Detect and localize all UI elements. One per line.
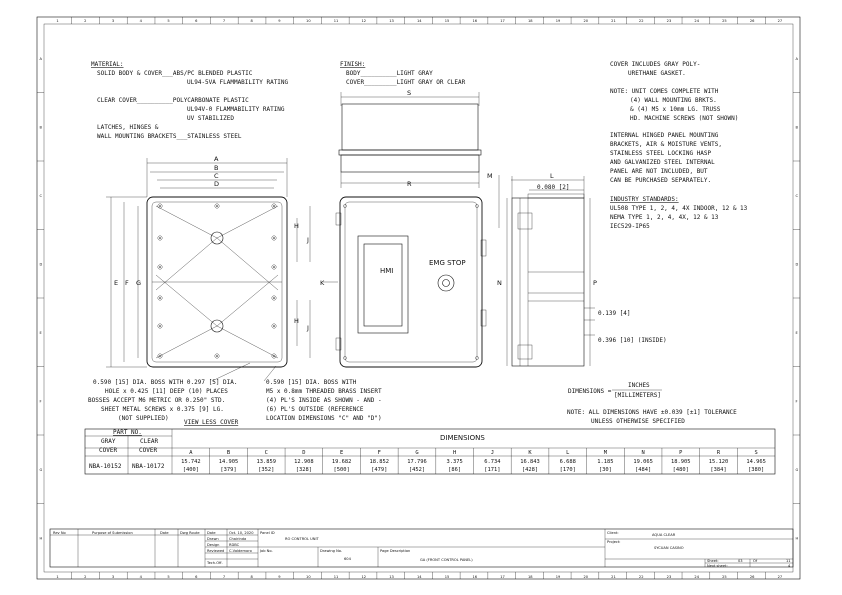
boss-left-line: SHEET METAL SCREWS x 0.375 [9] LG. bbox=[101, 406, 224, 413]
table-inch-cell: 13.859 bbox=[256, 459, 276, 465]
zone-column-label: 6 bbox=[195, 19, 198, 23]
design-value: RDBC bbox=[229, 543, 240, 547]
date-value: Oct. 10, 2020 bbox=[229, 531, 254, 535]
zone-column-label: 11 bbox=[333, 575, 339, 579]
clear-cover-header: COVER bbox=[139, 447, 158, 454]
dim-396: 0.396 [10] (INSIDE) bbox=[598, 337, 667, 344]
front-view-less-cover bbox=[106, 155, 310, 367]
note-line: CAN BE PURCHASED SEPARATELY. bbox=[610, 177, 712, 184]
zone-column-label: 5 bbox=[167, 575, 170, 579]
zone-column-label: 27 bbox=[777, 575, 783, 579]
dim-label: J bbox=[307, 324, 309, 332]
zone-row-label: B bbox=[39, 125, 42, 130]
zone-column-label: 13 bbox=[389, 575, 394, 579]
table-header-cell: H bbox=[453, 450, 457, 456]
table-inch-cell: 14.965 bbox=[746, 459, 766, 465]
table-mm-cell: [328] bbox=[295, 467, 313, 473]
zone-row-label: C bbox=[795, 193, 799, 198]
zone-column-label: 16 bbox=[472, 575, 478, 579]
zone-column-label: 26 bbox=[749, 575, 755, 579]
clear-cover-header: CLEAR bbox=[140, 438, 159, 445]
units-inches: INCHES bbox=[628, 382, 650, 389]
material-line: UL94V-0 FLAMMABILITY RATING bbox=[187, 106, 285, 113]
zone-column-label: 5 bbox=[167, 19, 170, 23]
table-inch-cell: 17.796 bbox=[407, 459, 427, 465]
dimension-units-note bbox=[567, 382, 737, 425]
dim-label: S bbox=[407, 89, 412, 97]
hmi-screen bbox=[364, 244, 402, 326]
zone-row-label: F bbox=[39, 399, 42, 404]
top-body bbox=[341, 155, 479, 172]
table-header-cell: A bbox=[189, 450, 193, 456]
table-inch-cell: 6.688 bbox=[559, 459, 576, 465]
zone-column-label: 9 bbox=[278, 575, 281, 579]
drawing-no-label: Drawing No. bbox=[320, 549, 343, 553]
zone-column-label: 21 bbox=[611, 575, 616, 579]
next-sheet-value: 4 bbox=[788, 564, 791, 568]
table-header-cell: S bbox=[754, 450, 758, 456]
dim-139: 0.139 [4] bbox=[598, 310, 631, 317]
job-no-label: Job No. bbox=[260, 549, 273, 553]
note-line: STAINLESS STEEL LOCKING HASP bbox=[610, 150, 712, 157]
table-inch-cell: 18.905 bbox=[671, 459, 691, 465]
zone-column-label: 7 bbox=[222, 575, 226, 579]
purpose-header: Purpose of Submission bbox=[92, 531, 133, 535]
tolerance-note: NOTE: ALL DIMENSIONS HAVE ±0.039 [±1] TOLERANCE bbox=[567, 409, 737, 416]
zone-column-label: 23 bbox=[666, 575, 672, 579]
next-sheet-label: Next sheet: bbox=[707, 564, 728, 568]
table-header-cell: J bbox=[490, 450, 494, 456]
zone-column-label: 4 bbox=[139, 19, 142, 23]
panel-id-value: RO CONTROL UNIT bbox=[285, 537, 319, 541]
zone-row-label: D bbox=[39, 262, 43, 267]
zone-row-label: A bbox=[39, 56, 42, 61]
drawing-no-value: 604 bbox=[344, 557, 351, 561]
reviewed-label: Reviewed bbox=[207, 549, 225, 553]
zone-row-label: C bbox=[39, 193, 43, 198]
dim-label: M bbox=[487, 172, 493, 180]
zone-column-label: 25 bbox=[722, 19, 727, 23]
table-inch-cell: 14.905 bbox=[218, 459, 239, 465]
table-inch-cell: 6.734 bbox=[484, 459, 501, 465]
gray-cover-header: GRAY bbox=[101, 438, 116, 445]
note-line: BRACKETS, AIR & MOISTURE VENTS, bbox=[610, 141, 722, 148]
material-line: CLEAR COVER__________POLYCARBONATE PLASTIC bbox=[97, 97, 249, 104]
zone-column-label: 10 bbox=[306, 19, 311, 23]
zone-column-label: 8 bbox=[250, 575, 253, 579]
zone-column-label: 10 bbox=[306, 575, 311, 579]
zone-column-label: 22 bbox=[638, 575, 644, 579]
zone-column-label: 14 bbox=[417, 19, 422, 23]
zone-column-label: 12 bbox=[361, 575, 367, 579]
dim-label: H bbox=[294, 317, 299, 325]
zone-row-label: G bbox=[39, 467, 43, 472]
material-notes bbox=[91, 61, 289, 140]
dim-label: B bbox=[214, 164, 219, 172]
note-line: COVER INCLUDES GRAY POLY- bbox=[610, 61, 701, 68]
zone-row-label: B bbox=[795, 125, 798, 130]
table-mm-cell: [452] bbox=[408, 467, 426, 473]
dim-label: R bbox=[407, 180, 412, 188]
zone-column-label: 3 bbox=[111, 19, 115, 23]
table-inch-cell: 3.375 bbox=[446, 459, 463, 465]
table-header-cell: C bbox=[264, 450, 268, 456]
emg-stop-button bbox=[438, 275, 454, 291]
table-header-cell: L bbox=[566, 450, 570, 456]
units-mm: [MILLIMETERS] bbox=[614, 392, 661, 399]
material-line: UL94-5VA FLAMMABILITY RATING bbox=[187, 79, 289, 86]
zone-column-label: 12 bbox=[361, 19, 367, 23]
zone-column-label: 22 bbox=[638, 19, 644, 23]
zone-column-label: 21 bbox=[611, 19, 616, 23]
table-mm-cell: [379] bbox=[220, 467, 237, 473]
table-header-cell: K bbox=[528, 450, 532, 456]
of-label: Of bbox=[753, 559, 758, 563]
table-mm-cell: [428] bbox=[521, 467, 539, 473]
table-header-cell: G bbox=[415, 450, 419, 456]
table-mm-cell: [480] bbox=[672, 467, 689, 473]
finish-notes bbox=[340, 61, 466, 86]
note-line: INDUSTRY STANDARDS: bbox=[610, 196, 679, 203]
side-body bbox=[512, 198, 584, 366]
table-mm-cell: [500] bbox=[333, 467, 350, 473]
dimensions-title: DIMENSIONS bbox=[440, 434, 485, 442]
table-inch-cell: 15.742 bbox=[181, 459, 201, 465]
zone-row-label: A bbox=[795, 56, 798, 61]
table-header-cell: E bbox=[339, 450, 344, 456]
client-value: AQUA CLEAR bbox=[652, 533, 676, 537]
finish-line: BODY__________LIGHT GRAY bbox=[346, 70, 433, 77]
tech-off-label: Tech.Off. bbox=[207, 561, 223, 565]
dim-label: G bbox=[136, 279, 142, 287]
date-label: Date bbox=[207, 531, 216, 535]
zone-column-label: 17 bbox=[500, 19, 505, 23]
clear-part-number: NBA-10172 bbox=[132, 463, 165, 470]
dimension-table bbox=[85, 429, 775, 474]
zone-column-label: 27 bbox=[777, 19, 783, 23]
table-mm-cell: [170] bbox=[559, 467, 576, 473]
zone-column-label: 14 bbox=[417, 575, 422, 579]
table-header-cell: N bbox=[641, 450, 645, 456]
of-value: 11 bbox=[786, 559, 791, 563]
zone-row-label: E bbox=[39, 330, 42, 335]
dim-label: P bbox=[593, 279, 597, 287]
title-block bbox=[50, 529, 793, 568]
table-header-cell: R bbox=[716, 450, 721, 456]
boss-right-line: 0.590 [15] DIA. BOSS WITH bbox=[266, 379, 357, 386]
table-inch-cell: 16.843 bbox=[520, 459, 540, 465]
sheet-label: Sheet: bbox=[707, 559, 719, 563]
zone-column-label: 2 bbox=[84, 575, 87, 579]
zone-column-label: 19 bbox=[555, 19, 561, 23]
note-line: & (4) M5 x 10mm LG. TRUSS bbox=[630, 106, 721, 113]
zone-column-label: 23 bbox=[666, 19, 672, 23]
zone-column-label: 25 bbox=[722, 575, 727, 579]
table-header-cell: M bbox=[603, 450, 608, 456]
material-line: WALL MOUNTING BRACKETS___STAINLESS STEEL bbox=[97, 133, 242, 140]
rev-no-header: Rev No bbox=[53, 531, 66, 535]
zone-row-label: H bbox=[795, 536, 799, 541]
project-value: SYCUAN CASINO bbox=[654, 546, 684, 550]
note-line: HD. MACHINE SCREWS (NOT SHOWN) bbox=[630, 115, 739, 122]
table-header-cell: B bbox=[226, 450, 231, 456]
top-cover bbox=[342, 104, 478, 150]
zone-column-label: 20 bbox=[583, 575, 589, 579]
table-mm-cell: [352] bbox=[258, 467, 275, 473]
dimensions-eq: DIMENSIONS = bbox=[568, 388, 612, 395]
dwg-route-header: Dwg Route bbox=[180, 531, 200, 535]
zone-column-label: 16 bbox=[472, 19, 478, 23]
panel-id-label: Panel ID bbox=[260, 531, 275, 535]
note-line: (4) WALL MOUNTING BRKTS. bbox=[630, 97, 717, 104]
boss-right-line: (4) PL'S INSIDE AS SHOWN - AND - bbox=[266, 397, 382, 404]
tolerance-note: UNLESS OTHERWISE SPECIFIED bbox=[591, 418, 685, 425]
dim-label: H bbox=[294, 222, 299, 230]
table-mm-cell: [400] bbox=[182, 467, 199, 473]
zone-column-label: 15 bbox=[444, 19, 450, 23]
door-outline bbox=[340, 197, 482, 367]
table-header-cell: F bbox=[377, 450, 381, 456]
zone-column-label: 18 bbox=[527, 19, 533, 23]
drawn-label: Drawn bbox=[207, 537, 219, 541]
note-line: NOTE: UNIT COMES COMPLETE WITH bbox=[610, 88, 719, 95]
table-mm-cell: [380] bbox=[748, 467, 765, 473]
zone-column-label: 15 bbox=[444, 575, 450, 579]
table-mm-cell: [171] bbox=[484, 467, 501, 473]
zone-column-label: 1 bbox=[56, 19, 59, 23]
note-line: UL508 TYPE 1, 2, 4, 4X INDOOR, 12 & 13 bbox=[610, 205, 748, 212]
zone-column-label: 8 bbox=[250, 19, 253, 23]
zone-column-label: 3 bbox=[111, 575, 115, 579]
zone-row-label: D bbox=[795, 262, 799, 267]
dim-label: L bbox=[550, 172, 554, 180]
dim-label: J bbox=[307, 236, 309, 244]
dim-label: C bbox=[214, 172, 219, 180]
material-line: LATCHES, HINGES & bbox=[97, 124, 159, 131]
finish-line: COVER_________LIGHT GRAY OR CLEAR bbox=[346, 79, 466, 86]
table-inch-cell: 15.120 bbox=[708, 459, 729, 465]
dim-label: A bbox=[214, 155, 219, 163]
hmi-bezel bbox=[358, 236, 408, 333]
zone-column-label: 9 bbox=[278, 19, 281, 23]
zone-row-label: F bbox=[795, 399, 798, 404]
part-no-header: PART NO. bbox=[113, 429, 142, 436]
note-line: PANEL ARE NOT INCLUDED, BUT bbox=[610, 168, 708, 175]
boss-left-line: BOSSES ACCEPT M6 METRIC OR 0.250" STD. bbox=[88, 397, 226, 404]
drawn-value: Chairinda bbox=[229, 537, 247, 541]
table-inch-cell: 19.682 bbox=[331, 459, 352, 465]
boss-left-line: HOLE x 0.425 [11] DEEP (10) PLACES bbox=[105, 388, 228, 395]
note-line: NEMA TYPE 1, 2, 4, 4X, 12 & 13 bbox=[610, 214, 719, 221]
emg-stop-label: EMG STOP bbox=[429, 259, 466, 267]
note-line: INTERNAL HINGED PANEL MOUNTING bbox=[610, 132, 719, 139]
dim-label: E bbox=[114, 279, 119, 287]
table-mm-cell: [86] bbox=[448, 467, 462, 473]
table-mm-cell: [484] bbox=[634, 467, 652, 473]
material-line: UV STABILIZED bbox=[187, 115, 234, 122]
page-desc-value: GA (FRONT CONTROL PANEL) bbox=[420, 558, 473, 562]
table-inch-cell: 12.908 bbox=[294, 459, 314, 465]
zone-column-label: 20 bbox=[583, 19, 589, 23]
material-line: SOLID BODY & COVER___ABS/PC BLENDED PLASTIC bbox=[97, 70, 253, 77]
note-line: IEC529-IP65 bbox=[610, 223, 650, 230]
zone-column-label: 2 bbox=[84, 19, 87, 23]
table-mm-cell: [479] bbox=[371, 467, 388, 473]
boss-right-line: (6) PL'S OUTSIDE (REFERENCE bbox=[266, 406, 364, 413]
dim-label: F bbox=[125, 279, 129, 287]
hmi-label: HMI bbox=[380, 267, 394, 275]
table-inch-cell: 18.852 bbox=[369, 459, 390, 465]
table-header-cell: D bbox=[302, 450, 306, 456]
view-less-cover-label: VIEW LESS COVER bbox=[184, 419, 239, 426]
dim-label: N bbox=[497, 279, 502, 287]
material-title: MATERIAL: bbox=[91, 61, 124, 68]
sheet-value: 03 bbox=[738, 559, 743, 563]
zone-column-label: 24 bbox=[694, 19, 699, 23]
table-mm-cell: [384] bbox=[710, 467, 727, 473]
date-header: Date bbox=[160, 531, 169, 535]
dim-label: D bbox=[214, 180, 220, 188]
top-view bbox=[339, 89, 481, 188]
zone-row-label: G bbox=[795, 467, 799, 472]
note-line: URETHANE GASKET. bbox=[628, 70, 686, 77]
zone-column-label: 7 bbox=[222, 19, 226, 23]
zone-row-label: E bbox=[795, 330, 798, 335]
reviewed-value: C.Valdemoro bbox=[229, 549, 252, 553]
table-inch-cell: 1.185 bbox=[597, 459, 614, 465]
table-inch-cell: 19.065 bbox=[633, 459, 653, 465]
zone-row-label: H bbox=[39, 536, 43, 541]
note-line: AND GALVANIZED STEEL INTERNAL bbox=[610, 159, 715, 166]
zone-column-label: 4 bbox=[139, 575, 142, 579]
zone-column-label: 11 bbox=[333, 19, 339, 23]
zone-column-label: 24 bbox=[694, 575, 699, 579]
dim-080: 0.080 [2] bbox=[537, 184, 570, 191]
boss-right-line: M5 x 0.8mm THREADED BRASS INSERT bbox=[266, 388, 382, 395]
table-mm-cell: [30] bbox=[598, 467, 612, 473]
gray-part-number: NBA-10152 bbox=[89, 463, 122, 470]
table-header-cell: P bbox=[679, 450, 683, 456]
zone-column-label: 17 bbox=[500, 575, 505, 579]
finish-title: FINISH: bbox=[340, 61, 366, 68]
zone-column-label: 6 bbox=[195, 575, 198, 579]
zone-column-label: 26 bbox=[749, 19, 755, 23]
zone-column-label: 1 bbox=[56, 575, 59, 579]
page-desc-label: Page Description bbox=[380, 549, 411, 553]
boss-left-line: (NOT SUPPLIED) bbox=[118, 415, 169, 422]
design-label: Design bbox=[207, 543, 220, 547]
dim-label: K bbox=[320, 279, 325, 287]
project-label: Project: bbox=[607, 540, 621, 544]
right-notes bbox=[610, 61, 748, 230]
gray-cover-header: COVER bbox=[99, 447, 118, 454]
front-door-view bbox=[320, 197, 486, 367]
boss-notes bbox=[88, 363, 382, 426]
boss-right-line: LOCATION DIMENSIONS "C" AND "D") bbox=[266, 415, 382, 422]
zone-column-label: 19 bbox=[555, 575, 561, 579]
zone-column-label: 18 bbox=[527, 575, 533, 579]
client-label: Client: bbox=[607, 531, 619, 535]
zone-column-label: 13 bbox=[389, 19, 394, 23]
boss-left-line: 0.590 [15] DIA. BOSS WITH 0.297 [5] DIA. bbox=[93, 379, 238, 386]
